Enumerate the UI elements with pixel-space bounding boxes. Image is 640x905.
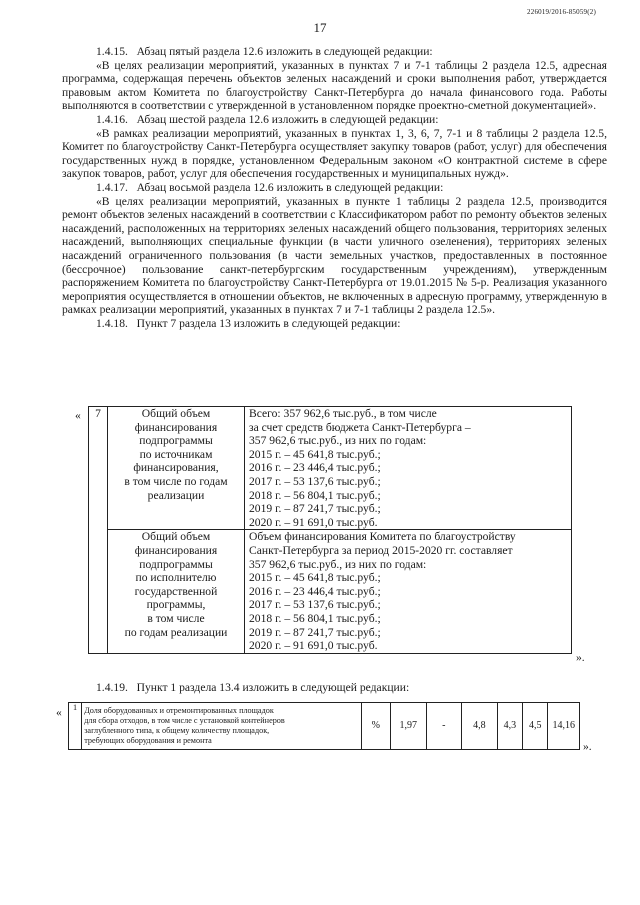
table-row (89, 530, 572, 653)
table134-open-quote: « (56, 706, 62, 719)
table13-row1-label: Общий объем финансирования подпрограммы по источникам финансирования, в том числе по годам реализации (108, 407, 245, 530)
table13-row1-value: Всего: 357 962,6 тыс.руб., в том числе за счет средств бюджета Санкт-Петербурга – 357 962,6 тыс.руб., из них по годам: 2015 г. – 45 641,8 тыс.руб.; 2016 г. – 23 446,4 тыс.руб.; 2017 г. – 53 137,6 тыс.руб.; 2018 г. – 56 804,1 тыс.руб.; 2019 г. – 87 241,7 тыс.руб.; 2020 г. – 91 691,0 тыс.руб. (245, 407, 572, 530)
table134-value-2: - (426, 703, 462, 750)
paragraph-1-4-16-text: «В рамках реализации мероприятий, указанных в пунктах 1, 3, 6, 7, 7-1 и 8 таблицы 2 раздела 12.5, Комитет по благоустройству Санкт-Петербурга осуществляет закупку товаров (работ, услуг) для обеспечения государственных нужд в порядке, установленном Федеральным законом «О контрактной системе в сфере закупок товаров, работ, услуг для обеспечения государственных и муниципальных нужд». (62, 126, 607, 181)
table-row (69, 703, 580, 750)
table134-close-quote: ». (583, 740, 592, 753)
table134-unit: % (361, 703, 390, 750)
table134-value-1: 1,97 (391, 703, 427, 750)
table-section-13-4 (68, 702, 580, 750)
table13-close-quote: ». (576, 651, 585, 664)
table-section-13 (88, 406, 572, 654)
paragraph-1-4-17: 1.4.17. Абзац восьмой раздела 12.6 изложить в следующей редакции: (96, 180, 444, 194)
table134-indicator: Доля оборудованных и отремонтированных площадок для сбора отходов, в том числе с установкой контейнеров заглубленного типа, к общему количеству площадок, требующих оборудования и ремонта (82, 703, 361, 750)
table134-row-number: 1 (69, 703, 82, 750)
table134-value-4: 4,3 (497, 703, 522, 750)
paragraph-1-4-18: 1.4.18. Пункт 7 раздела 13 изложить в следующей редакции: (96, 316, 401, 330)
table13-open-quote: « (75, 409, 81, 422)
body-text (62, 45, 607, 330)
paragraph-1-4-16: 1.4.16. Абзац шестой раздела 12.6 изложить в следующей редакции: (96, 112, 439, 126)
page-number: 17 (313, 20, 327, 35)
table13-row2-label: Общий объем финансирования подпрограммы по исполнителю государственной программы, в том числе по годам реализации (108, 530, 245, 653)
document-id: 226019/2016-85059(2) (527, 8, 596, 16)
table-row (89, 407, 572, 530)
paragraph-1-4-17-text: «В целях реализации мероприятий, указанных в пункте 1 таблицы 2 раздела 12.5, производится ремонт объектов зеленых насаждений в соответствии с Классификатором работ по ремонту объектов зеленых насаждений, расположенных на территориях зеленых насаждений общего пользования, территориях зеленых насаждений, выполняющих специальные функции (в части уличного озеленения), территориях зеленых насаждений ограниченного пользования (в части земельных участков, предоставленных в постоянное (бессрочное) пользование санкт-петербургским государственным учреждениям), утвержденным распоряжением Комитета по благоустройству Санкт-Петербурга от 19.01.2015 № 5-р. Реализация указанного мероприятия осуществляется в отношении объектов, не включенных в адресную программу, утвержденную в рамках реализации мероприятий, указанных в пунктах 7 и 7-1 таблицы 2 раздела 12.5». (62, 194, 607, 317)
paragraph-1-4-15-text: «В целях реализации мероприятий, указанных в пунктах 7 и 7-1 таблицы 2 раздела 12.5, адресная программа, содержащая перечень объектов зеленых насаждений и сроки выполнения работ, утверждается правовым актом Комитета по благоустройству Санкт-Петербурга до начала финансового года. Работы выполняются в соответствии с утвержденной в установленном порядке проектно-сметной документацией». (62, 58, 607, 113)
table13-row-number: 7 (89, 407, 108, 654)
paragraph-1-4-19: 1.4.19. Пункт 1 раздела 13.4 изложить в следующей редакции: (96, 681, 410, 694)
table134-value-3: 4,8 (462, 703, 498, 750)
table134-value-5: 4,5 (523, 703, 548, 750)
table13-row2-value: Объем финансирования Комитета по благоустройству Санкт-Петербурга за период 2015-2020 гг. составляет 357 962,6 тыс.руб., из них по годам: 2015 г. – 45 641,8 тыс.руб.; 2016 г. – 23 446,4 тыс.руб.; 2017 г. – 53 137,6 тыс.руб.; 2018 г. – 56 804,1 тыс.руб.; 2019 г. – 87 241,7 тыс.руб.; 2020 г. – 91 691,0 тыс.руб. (245, 530, 572, 653)
paragraph-1-4-15: 1.4.15. Абзац пятый раздела 12.6 изложить в следующей редакции: (96, 45, 433, 58)
table134-value-6: 14,16 (548, 703, 580, 750)
